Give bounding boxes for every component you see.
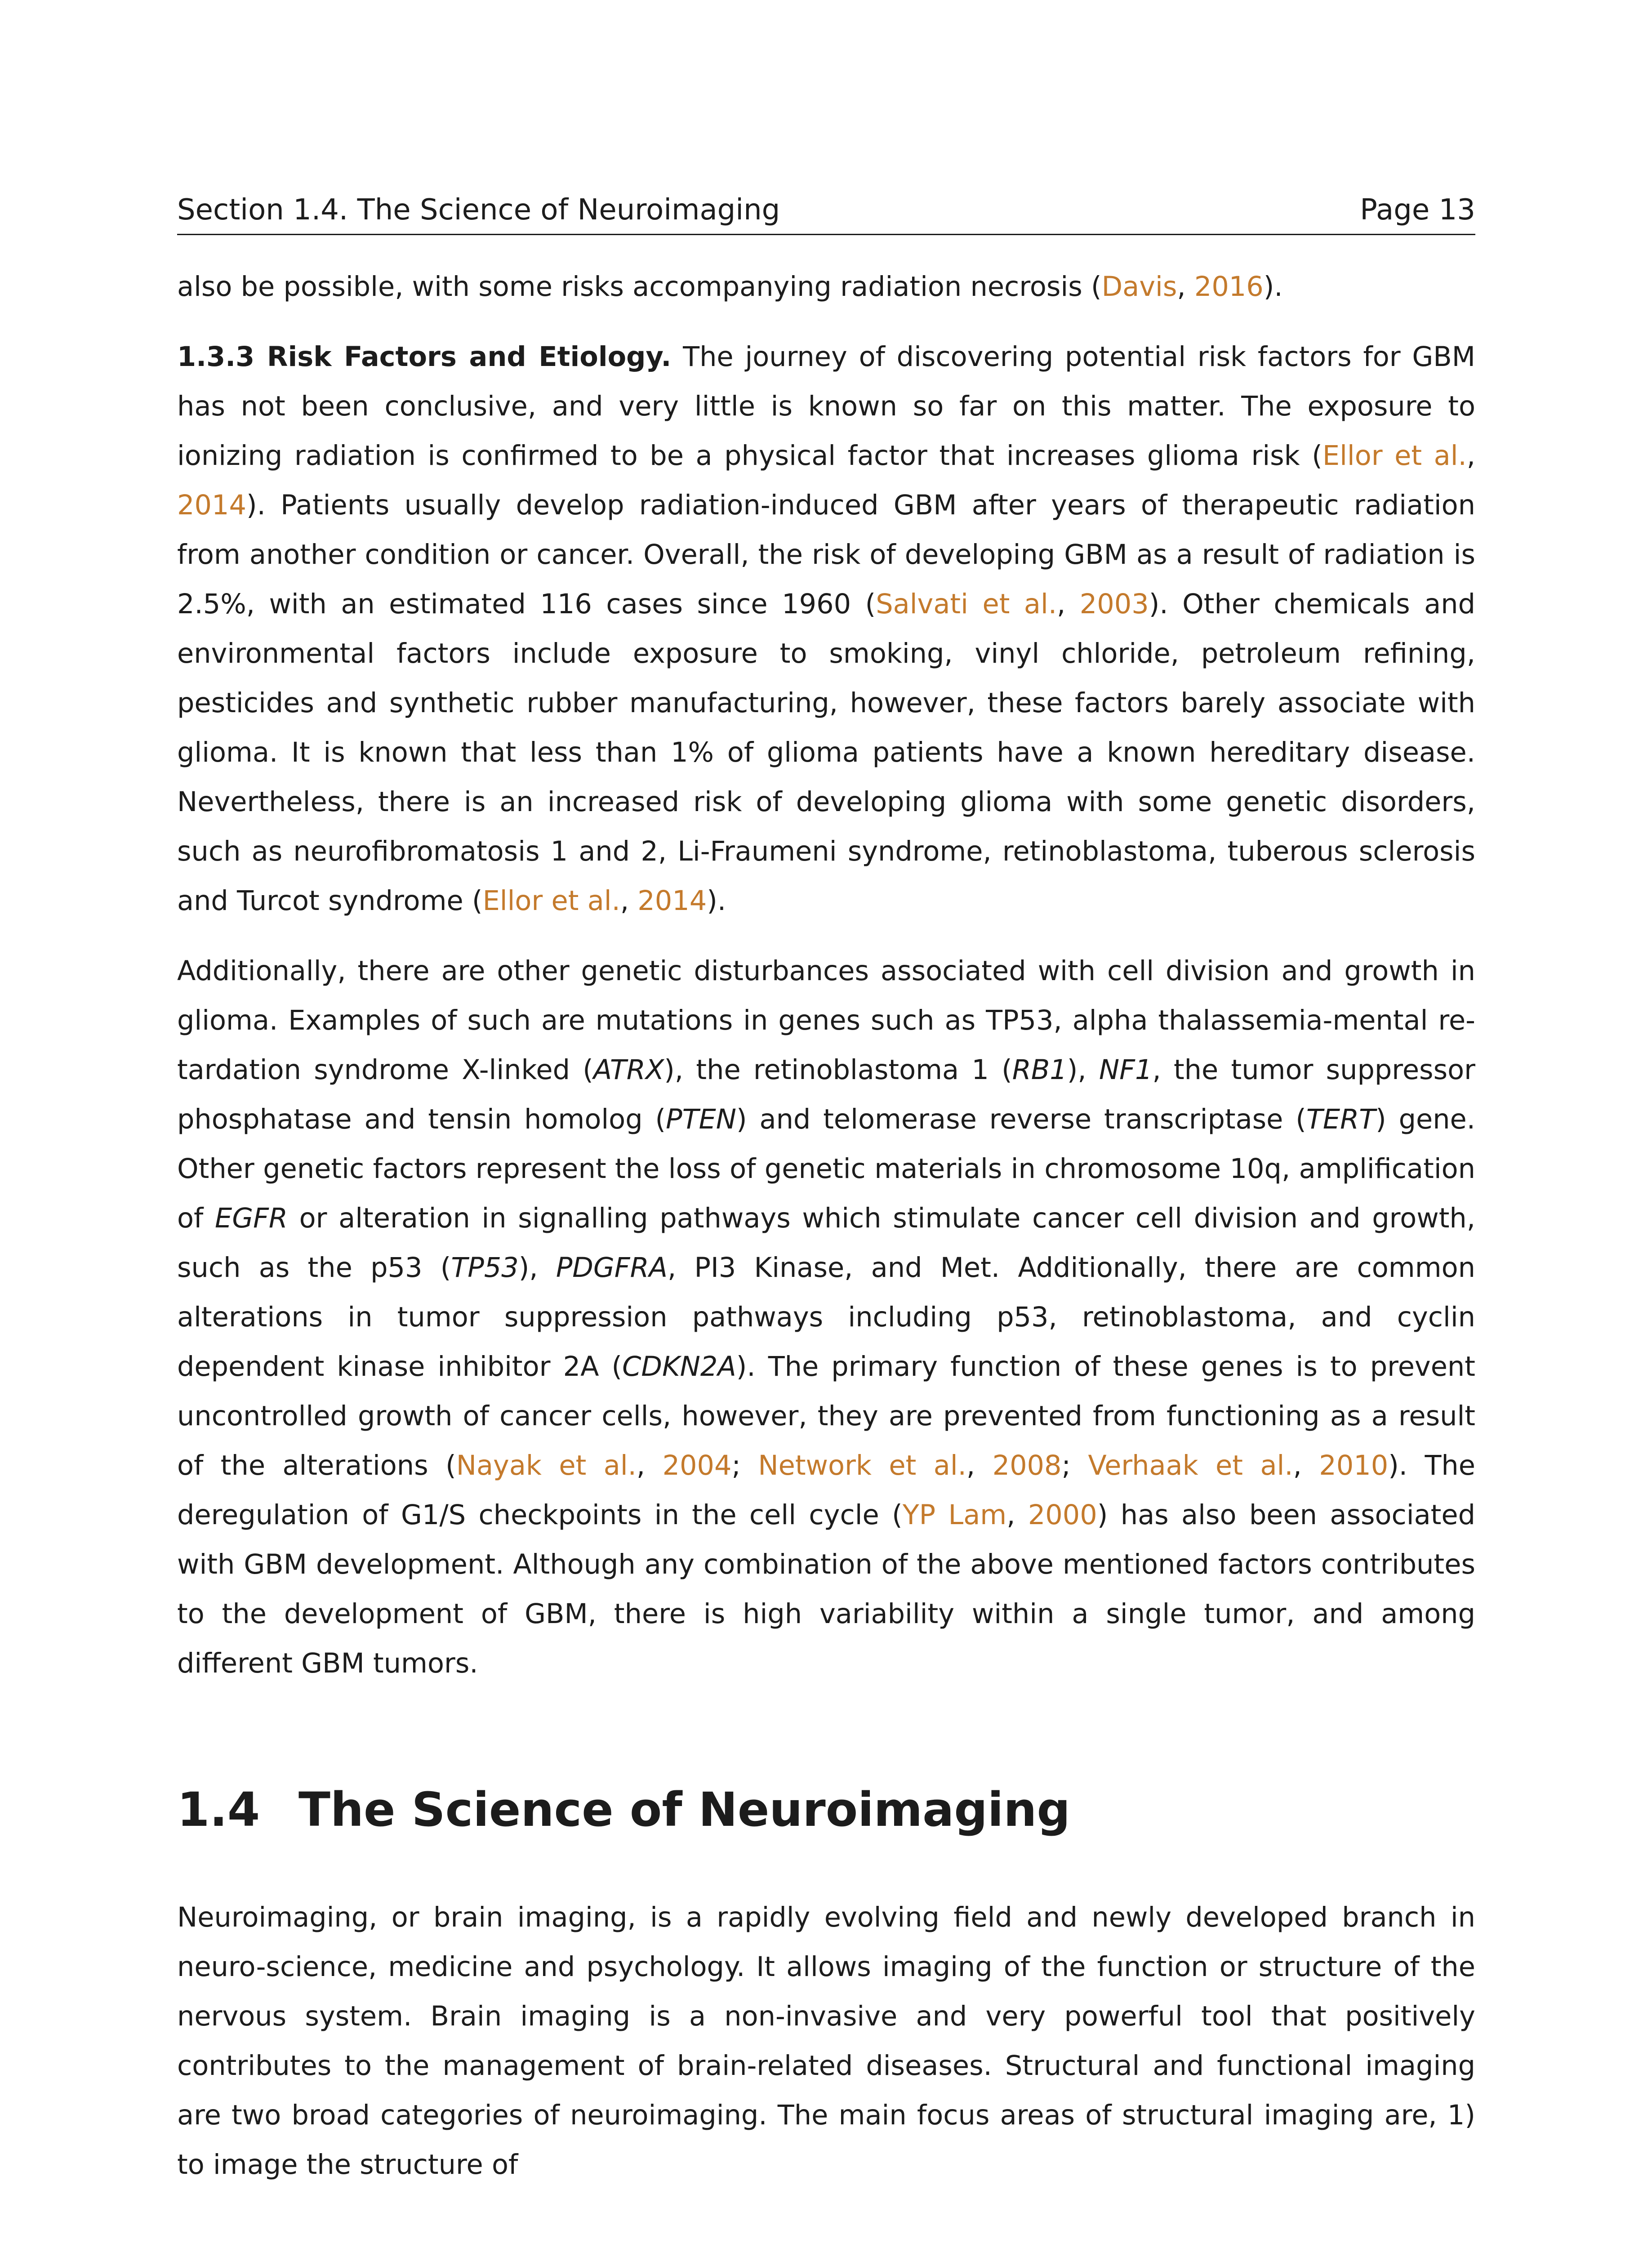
text-run: , — [1006, 1499, 1028, 1531]
text-run: , — [1293, 1450, 1319, 1481]
text-run: ). Patients usually develop radiation-induced GBM after years of therapeutic radiation from another condition or cancer. Overall, the risk of developing GBM as a result of radiation is 2.5%, with an estimated 116 cases since 1960 ( — [177, 490, 1475, 620]
running-header-section: Section 1.4. The Science of Neuroimaging — [177, 193, 780, 227]
paragraph-neuroimaging-intro — [177, 1893, 1475, 2190]
text-run: , — [620, 885, 638, 917]
section-title: The Science of Neuroimaging — [298, 1782, 1070, 1837]
citation-link[interactable]: Nayak et al. — [456, 1450, 637, 1481]
text-run: ). — [707, 885, 726, 917]
text-run: ; — [731, 1450, 758, 1481]
citation-link[interactable]: YP Lam — [902, 1499, 1007, 1531]
citation-link[interactable]: 2000 — [1028, 1499, 1097, 1531]
citation-link[interactable]: Ellor et al. — [482, 885, 620, 917]
text-run: ) has also been associated with GBM development. Although any combination of the above mentioned factors contributes to the development of GBM, there is high variability within a single tumor, and among different GBM tumors. — [177, 1499, 1475, 1679]
text-run: , PI3 Kinase, and Met. Additionally, there are common alterations in tumor suppression pathways including p53, retinoblastoma, and cyclin dependent kinase inhibitor 2A ( — [177, 1252, 1475, 1383]
citation-link[interactable]: Ellor et al. — [1322, 440, 1467, 472]
text-run: , — [1177, 271, 1194, 303]
section-heading — [177, 1780, 1475, 1839]
citation-link[interactable]: 2014 — [637, 885, 707, 917]
gene-name: TP53 — [451, 1252, 519, 1284]
citation-link[interactable]: 2004 — [662, 1450, 732, 1481]
text-run: ). The deregulation of G1/S checkpoints in the cell cycle ( — [177, 1450, 1475, 1531]
gene-name: PDGFRA — [556, 1252, 668, 1284]
text-run: ; — [1061, 1450, 1088, 1481]
citation-link[interactable]: 2016 — [1194, 271, 1264, 303]
running-header-page-number: Page 13 — [1360, 193, 1475, 227]
text-run: Additionally, there are other genetic disturbances associated with cell division and growth in glioma. Examples of such are mutations in genes such as TP53, alpha thalassemia-mental re-tardation syndrome X-linked ( — [177, 955, 1475, 1086]
document-page — [177, 193, 1475, 2190]
citation-link[interactable]: Salvati et al. — [876, 589, 1057, 620]
text-run: ), — [1067, 1054, 1099, 1086]
gene-name: NF1 — [1099, 1054, 1153, 1086]
gene-name: ATRX — [593, 1054, 664, 1086]
text-run: , — [966, 1450, 993, 1481]
text-run: , — [1466, 440, 1475, 472]
section-number: 1.4 — [177, 1782, 260, 1837]
citation-link[interactable]: Verhaak et al. — [1088, 1450, 1293, 1481]
running-header — [177, 193, 1475, 235]
text-run: ). — [1263, 271, 1283, 303]
gene-name: CDKN2A — [622, 1351, 736, 1383]
text-run: Neuroimaging, or brain imaging, is a rapidly evolving field and newly developed branch in neuro-science, medicine and psychology. It allows imaging of the function or structure of the nervous system. Brain imaging is a non-invasive and very powerful tool that positively contributes to the management of brain-related diseases. Structural and functional imaging are two broad categories of neuroimaging. The main focus areas of structural imaging are, 1) to image the structure of — [177, 1902, 1475, 2181]
citation-link[interactable]: Davis — [1101, 271, 1177, 303]
citation-link[interactable]: 2008 — [992, 1450, 1062, 1481]
citation-link[interactable]: Network et al. — [758, 1450, 966, 1481]
text-run: , — [636, 1450, 663, 1481]
text-run: The journey of discovering potential risk factors for GBM has not been conclusive, and very little is known so far on this matter. The exposure to ionizing radiation is confirmed to be a physical factor that increases glioma risk ( — [177, 341, 1475, 472]
text-run: ). Other chemicals and environmental factors include exposure to smoking, vinyl chloride, petroleum refining, pesticides and synthetic rubber manufacturing, however, these factors barely associate with glioma. It is known that less than 1% of glioma patients have a known hereditary disease. Nevertheless, there is an increased risk of developing glioma with some genetic disorders, such as neurofibromatosis 1 and 2, Li-Fraumeni syndrome, retinoblastoma, tuberous sclerosis and Turcot syndrome ( — [177, 589, 1475, 917]
paragraph-genetic-disturbances — [177, 946, 1475, 1688]
citation-link[interactable]: 2014 — [177, 490, 246, 521]
citation-link[interactable]: 2010 — [1319, 1450, 1389, 1481]
subsection-heading: 1.3.3 Risk Factors and Etiology. — [177, 341, 672, 373]
text-run: ). The primary function of these genes is to prevent uncontrolled growth of cancer cells, however, they are prevented from functioning as a result of the alterations ( — [177, 1351, 1476, 1481]
paragraph-risk-factors — [177, 332, 1475, 926]
text-run: ) and telomerase reverse transcriptase ( — [736, 1104, 1306, 1135]
text-run: ) gene. Other genetic factors represent the loss of genetic materials in chromosome 10q, amplification of — [177, 1104, 1475, 1234]
gene-name: PTEN — [666, 1104, 737, 1135]
gene-name: RB1 — [1012, 1054, 1067, 1086]
text-run: ), — [518, 1252, 556, 1284]
gene-name: EGFR — [214, 1203, 288, 1234]
text-run: or alteration in signalling pathways which stimulate cancer cell division and growth, such as the p53 ( — [177, 1203, 1475, 1284]
gene-name: TERT — [1306, 1104, 1376, 1135]
text-run: , the tumor suppressor phosphatase and tensin homolog ( — [177, 1054, 1475, 1135]
citation-link[interactable]: 2003 — [1079, 589, 1149, 620]
text-run: also be possible, with some risks accompanying radiation necrosis ( — [177, 271, 1102, 303]
text-run: ), the retinoblastoma 1 ( — [664, 1054, 1012, 1086]
text-run: , — [1057, 589, 1080, 620]
paragraph-continuation — [177, 262, 1475, 312]
